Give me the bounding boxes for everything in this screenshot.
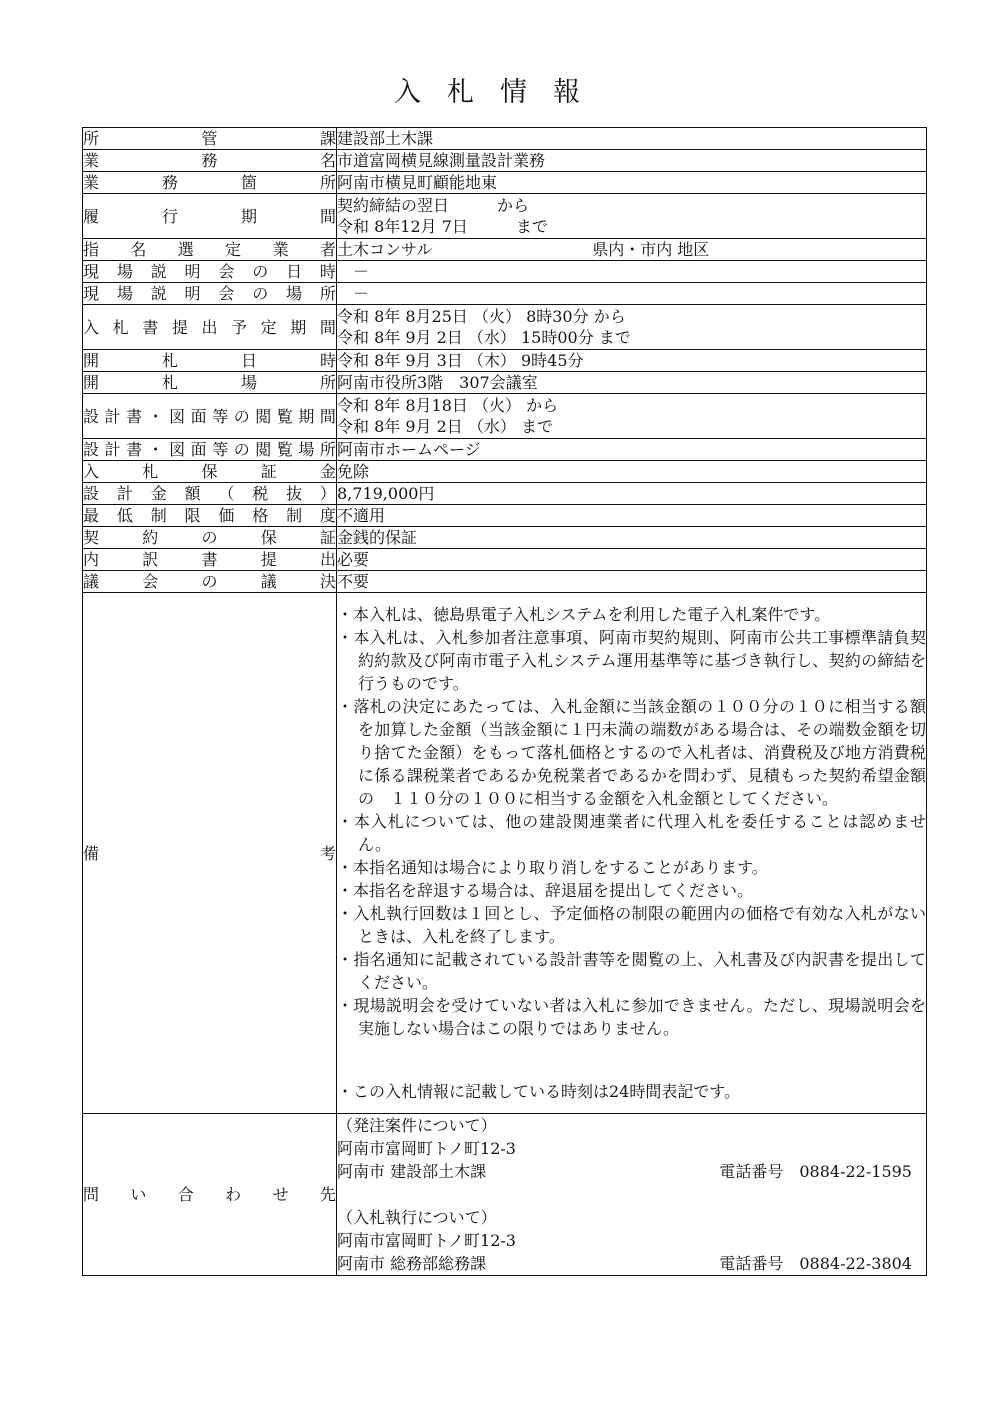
info-row [83, 261, 927, 283]
label-char: 図 [169, 440, 186, 459]
label-char: 等 [212, 440, 229, 459]
label-char: 訳 [142, 550, 159, 569]
row-label-cell [83, 194, 337, 239]
remark-item: ・本入札は、徳島県電子入札システムを利用した電子入札案件です。 [337, 605, 831, 624]
row-label [83, 549, 336, 570]
label-char: 間 [319, 206, 336, 226]
label-char: 期 [240, 206, 257, 226]
label-char: 書 [142, 317, 159, 337]
row-label-cell [83, 372, 337, 394]
remark-item: ・本入札は、入札参加者注意事項、阿南市契約規則、阿南市公共工事標準請負契約約款及び阿南市電子入札システム運用基準等に基づき執行し、契約の締結を行うものです。 [337, 628, 926, 693]
label-char: 場 [116, 262, 133, 281]
row-value-cell [337, 461, 927, 483]
row-value-cell [337, 505, 927, 527]
label-char: 行 [161, 206, 178, 226]
label-char: 定 [225, 240, 242, 259]
info-row [83, 194, 927, 239]
label-char: 場 [116, 284, 133, 303]
label-char: 書 [126, 406, 143, 426]
label-char: 出 [319, 550, 336, 569]
label-char: 時 [319, 262, 336, 281]
label-char: の [233, 440, 250, 459]
info-row [83, 239, 927, 261]
row-value-line: 必要 [337, 550, 370, 569]
label-char: 限 [184, 506, 201, 525]
label-char: 札 [112, 317, 129, 337]
label-char: 箇 [240, 173, 257, 192]
label-char: 考 [319, 843, 336, 863]
row-value-cell [337, 172, 927, 194]
label-char: 現 [83, 284, 100, 303]
label-char: の [252, 284, 269, 303]
label-char: の [252, 262, 269, 281]
row-value-line: 令和 8年 9月 2日 （水） まで [337, 417, 553, 436]
label-char: 所 [319, 173, 336, 192]
row-label-cell [83, 461, 337, 483]
info-row [83, 527, 927, 549]
row-value-cell [337, 150, 927, 172]
info-row [83, 483, 927, 505]
label-char: 入 [83, 462, 100, 481]
remark-item: ・本指名を辞退する場合は、辞退届を提出してください。 [337, 881, 754, 900]
remark-item: ・落札の決定にあたっては、入札金額に当該金額の１００分の１０に相当する額を加算した金額（当該金額に１円未満の端数がある場合は、その端数金額を切り捨てた金額）をもって落札価格とするので入札者は、消費税及び地方消費税に係る課税業者であるか免税業者であるかを問わず、見積もった契約希望金額の １１０分の１００に相当する金額を入札金額としてください。 [337, 697, 926, 808]
remarks-cell [337, 593, 927, 1114]
contact-address: 阿南市富岡町トノ町12-3 [337, 1231, 516, 1250]
label-char: ・ [147, 406, 164, 426]
contact-dept: 阿南市 建設部土木課 [337, 1162, 487, 1181]
remark-item: ・指名通知に記載されている設計書等を閲覧の上、入札書及び内訳書を提出してください。 [337, 950, 926, 992]
label-char: （ [218, 484, 235, 503]
row-value-line: 市道富岡横見線測量設計業務 [337, 151, 546, 170]
row-label [83, 150, 336, 171]
label-char: 日 [240, 351, 257, 370]
label-char: 約 [142, 528, 159, 547]
label-char: 議 [260, 572, 277, 591]
row-value-cell [337, 483, 927, 505]
contact-phone: 電話番号 0884-22-3804 [719, 1254, 912, 1273]
row-value-line: 令和 8年 8月18日 （火） から [337, 396, 559, 415]
row-label-cell [83, 283, 337, 305]
row-value-cell [337, 350, 927, 372]
label-char: 低 [116, 506, 133, 525]
contact-row [83, 1114, 927, 1276]
label-char: 面 [190, 440, 207, 459]
row-value-line: 令和 8年 8月25日 （火） 8時30分 から [337, 307, 626, 326]
label-char: 定 [260, 317, 277, 337]
contact-address: 阿南市富岡町トノ町12-3 [337, 1139, 516, 1158]
row-label-cell [83, 172, 337, 194]
contact-dept: 阿南市 総務部総務課 [337, 1254, 487, 1273]
contact-label [83, 1184, 336, 1205]
label-char: ） [319, 484, 336, 503]
row-label-cell [83, 527, 337, 549]
info-row [83, 283, 927, 305]
contact-heading: （入札執行について） [337, 1208, 497, 1227]
label-char: 金 [319, 462, 336, 481]
info-row [83, 549, 927, 571]
label-char: 場 [240, 373, 257, 392]
label-char: の [201, 572, 218, 591]
row-value-line: 令和 8年 9月 3日 （木） 9時45分 [337, 351, 584, 370]
label-char: 明 [184, 284, 201, 303]
label-char: の [233, 406, 250, 426]
info-rows [83, 128, 927, 593]
contact-label-cell [83, 1114, 337, 1276]
row-label [83, 461, 336, 482]
row-value-line: 土木コンサル 県内・市内 地区 [337, 240, 710, 259]
contact-dept-line [337, 1252, 926, 1275]
info-row [83, 350, 927, 372]
remark-item: ・この入札情報に記載している時刻は24時間表記です。 [337, 1082, 741, 1101]
label-char: 先 [319, 1185, 336, 1204]
info-row [83, 394, 927, 439]
remark-item: ・本指名通知は場合により取り消しをすることがあります。 [337, 858, 768, 877]
label-char: 書 [126, 440, 143, 459]
label-char: 管 [201, 129, 218, 148]
label-char: 所 [319, 284, 336, 303]
row-label-cell [83, 150, 337, 172]
row-value-line: 不要 [337, 572, 370, 591]
remark-item: ・本入札については、他の建設関連業者に代理入札を委任することは認めません。 [337, 812, 926, 854]
row-value-cell [337, 305, 927, 350]
label-char: 図 [169, 406, 186, 426]
row-label [83, 283, 336, 304]
contact-spacer [337, 1183, 926, 1206]
label-char: 提 [171, 317, 188, 337]
row-value-cell [337, 439, 927, 461]
row-label [83, 571, 336, 592]
row-label [83, 505, 336, 526]
row-value-cell [337, 372, 927, 394]
row-label-cell [83, 261, 337, 283]
row-value-cell [337, 128, 927, 150]
row-value-line: 令和 8年 9月 2日 （水） 15時00分 まで [337, 328, 631, 347]
label-char: 説 [150, 284, 167, 303]
remark-item: ・入札執行回数は１回とし、予定価格の制限の範囲内の価格で有効な入札がないときは、入札を終了します。 [337, 904, 926, 946]
label-char: 期 [290, 317, 307, 337]
label-char: 業 [83, 173, 100, 192]
info-row [83, 571, 927, 593]
info-row [83, 439, 927, 461]
label-char: 期 [298, 406, 315, 426]
row-value-cell [337, 239, 927, 261]
label-char: 開 [83, 373, 100, 392]
label-char: 業 [83, 151, 100, 170]
info-row [83, 461, 927, 483]
contact-phone: 電話番号 0884-22-1595 [719, 1162, 912, 1181]
row-label [83, 372, 336, 393]
label-char: わ [225, 1185, 242, 1204]
label-char: 証 [260, 462, 277, 481]
row-value-line: － [337, 262, 370, 281]
label-char: 等 [212, 406, 229, 426]
label-char: 覧 [276, 406, 293, 426]
row-value-cell [337, 194, 927, 239]
row-label [83, 350, 336, 371]
label-char: 選 [177, 240, 194, 259]
contact-dept-line [337, 1160, 926, 1183]
label-char: 所 [319, 440, 336, 459]
row-label [83, 439, 336, 460]
label-char: 所 [83, 129, 100, 148]
label-char: 時 [319, 351, 336, 370]
row-value-line: 阿南市役所3階 307会議室 [337, 373, 538, 392]
row-value-line: 8,719,000円 [337, 484, 435, 503]
remarks-row [83, 593, 927, 1114]
label-char: 計 [116, 484, 133, 503]
label-char: 最 [83, 506, 100, 525]
label-char: 税 [252, 484, 269, 503]
contact-section [83, 1114, 927, 1276]
row-label-cell [83, 350, 337, 372]
label-char: 内 [83, 550, 100, 569]
label-char: 書 [201, 550, 218, 569]
info-row [83, 372, 927, 394]
row-value-cell [337, 261, 927, 283]
label-char: 者 [319, 240, 336, 259]
label-char: 設 [83, 440, 100, 459]
label-char: 閲 [255, 406, 272, 426]
row-label [83, 239, 336, 260]
label-char: 務 [161, 173, 178, 192]
label-char: の [201, 528, 218, 547]
row-label-cell [83, 483, 337, 505]
row-label [83, 172, 336, 193]
row-label-cell [83, 394, 337, 439]
label-char: 保 [201, 462, 218, 481]
label-char: 会 [218, 262, 235, 281]
row-label-cell [83, 505, 337, 527]
label-char: 入 [83, 317, 100, 337]
row-label [83, 128, 336, 149]
remarks-section [83, 593, 927, 1114]
label-char: 課 [319, 129, 336, 148]
row-label-cell [83, 571, 337, 593]
label-char: 金 [150, 484, 167, 503]
row-value-cell [337, 283, 927, 305]
row-label [83, 206, 336, 227]
label-char: 現 [83, 262, 100, 281]
label-char: 履 [83, 206, 100, 226]
bid-info-table [82, 127, 927, 1276]
row-value-line: 令和 8年12月 7日 まで [337, 217, 548, 236]
info-row [83, 128, 927, 150]
row-label [83, 406, 336, 427]
label-char: 場 [298, 440, 315, 459]
row-label [83, 261, 336, 282]
contact-cell [337, 1114, 927, 1276]
info-row [83, 150, 927, 172]
label-char: 計 [104, 440, 121, 459]
row-value-line: 金銭的保証 [337, 528, 418, 547]
label-char: 価 [218, 506, 235, 525]
row-label-cell [83, 128, 337, 150]
label-char: 提 [260, 550, 277, 569]
row-label [83, 527, 336, 548]
contact-heading: （発注案件について） [337, 1116, 497, 1135]
label-char: 議 [83, 572, 100, 591]
label-char: 閲 [255, 440, 272, 459]
label-char: 設 [83, 484, 100, 503]
label-char: 出 [201, 317, 218, 337]
info-row [83, 305, 927, 350]
label-char: 日 [286, 262, 303, 281]
label-char: 名 [130, 240, 147, 259]
label-char: 設 [83, 406, 100, 426]
row-label-cell [83, 239, 337, 261]
label-char: 証 [319, 528, 336, 547]
label-char: 額 [184, 484, 201, 503]
label-char: 説 [150, 262, 167, 281]
row-label-cell [83, 439, 337, 461]
label-char: 制 [150, 506, 167, 525]
remark-item: ・現場説明会を受けていない者は入札に参加できません。ただし、現場説明会を実施しない場合はこの限りではありません。 [337, 996, 926, 1038]
label-char: 備 [83, 843, 100, 863]
label-char: 務 [201, 151, 218, 170]
row-value-line: 阿南市ホームページ [337, 440, 481, 459]
label-char: 間 [319, 317, 336, 337]
row-value-line: 不適用 [337, 506, 386, 525]
remarks-label-cell [83, 593, 337, 1114]
label-char: 所 [319, 373, 336, 392]
label-char: 合 [177, 1185, 194, 1204]
row-label [83, 483, 336, 504]
row-value-line: 阿南市横見町顧能地東 [337, 173, 498, 192]
label-char: 決 [319, 572, 336, 591]
label-char: ・ [147, 440, 164, 459]
label-char: 度 [319, 506, 336, 525]
label-char: 制 [286, 506, 303, 525]
label-char: 札 [161, 351, 178, 370]
label-char: せ [272, 1185, 289, 1204]
label-char: 面 [190, 406, 207, 426]
label-char: 場 [286, 284, 303, 303]
row-value-line: 免除 [337, 462, 370, 481]
label-char: 問 [83, 1185, 100, 1204]
label-char: 契 [83, 528, 100, 547]
row-value-cell [337, 394, 927, 439]
page-title: 入札情報 [394, 77, 606, 108]
label-char: 計 [104, 406, 121, 426]
label-char: 間 [319, 406, 336, 426]
row-value-cell [337, 527, 927, 549]
label-char: 開 [83, 351, 100, 370]
row-label-cell [83, 305, 337, 350]
label-char: 覧 [276, 440, 293, 459]
label-char: 札 [161, 373, 178, 392]
label-char: 会 [218, 284, 235, 303]
row-value-line: － [337, 284, 370, 303]
label-char: 明 [184, 262, 201, 281]
row-value-line: 建設部土木課 [337, 129, 434, 148]
label-char: 抜 [286, 484, 303, 503]
row-label-cell [83, 549, 337, 571]
row-value-cell [337, 549, 927, 571]
label-char: 名 [319, 151, 336, 170]
label-char: 指 [83, 240, 100, 259]
row-value-line: 契約締結の翌日 から [337, 196, 530, 215]
label-char: 会 [142, 572, 159, 591]
info-row [83, 505, 927, 527]
label-char: 保 [260, 528, 277, 547]
remarks-label [83, 843, 336, 864]
label-char: 札 [142, 462, 159, 481]
label-char: 業 [272, 240, 289, 259]
label-char: 予 [231, 317, 248, 337]
row-label [83, 317, 336, 338]
row-value-cell [337, 571, 927, 593]
label-char: い [130, 1185, 147, 1204]
label-char: 格 [252, 506, 269, 525]
info-row [83, 172, 927, 194]
